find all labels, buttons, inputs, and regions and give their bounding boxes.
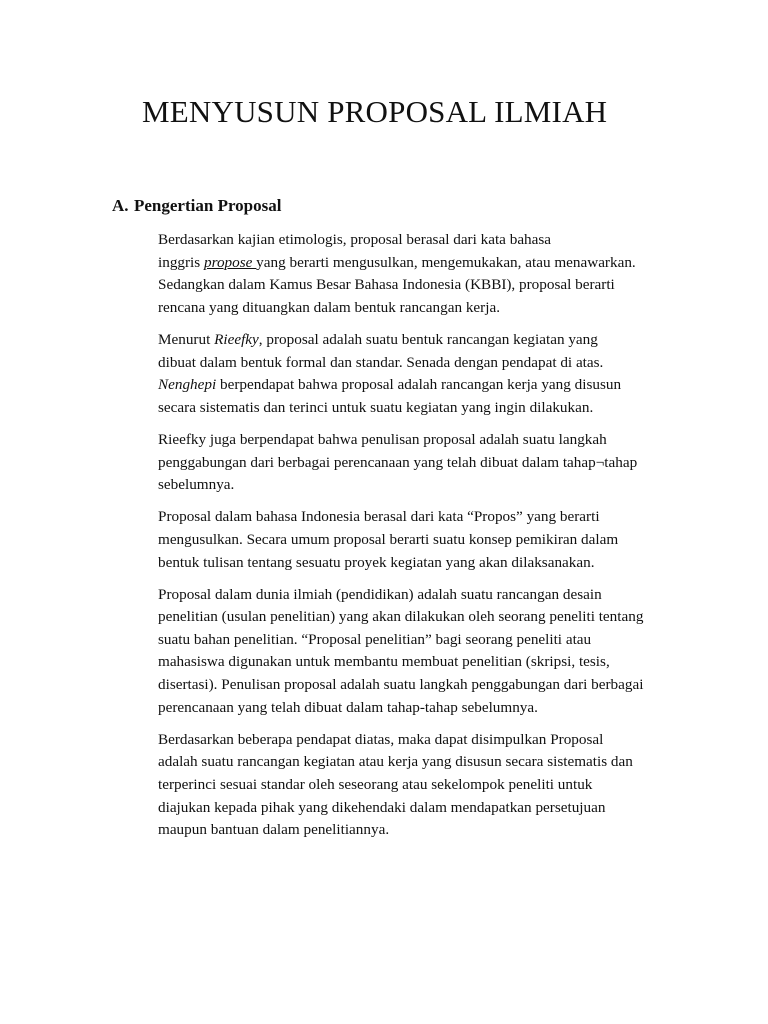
paragraph-line: rencana yang dituangkan dalam bentuk rancangan kerja. — [158, 298, 500, 316]
paragraph-line: Proposal dalam bahasa Indonesia berasal dari kata “Propos” yang berarti — [158, 508, 600, 526]
line-text: inggris — [158, 253, 204, 271]
line-text: Menurut — [158, 330, 215, 348]
section-heading-text: Pengertian Proposal — [134, 196, 282, 215]
paragraph — [112, 329, 680, 419]
paragraph — [112, 584, 680, 720]
paragraph-line: penggabungan dari berbagai perencanaan yang telah dibuat dalam tahap¬tahap — [158, 453, 638, 471]
paragraph-line: perencanaan yang telah dibuat dalam tahap-tahap sebelumnya. — [158, 698, 538, 716]
paragraph-line: Proposal dalam dunia ilmiah (pendidikan) adalah suatu rancangan desain — [158, 585, 602, 603]
paragraph-line: Berdasarkan beberapa pendapat diatas, maka dapat disimpulkan Proposal — [158, 730, 604, 748]
paragraph-line — [112, 374, 680, 397]
paragraph-line: sebelumnya. — [158, 476, 235, 494]
paragraph-line — [112, 252, 680, 275]
paragraph — [112, 506, 680, 574]
line-text: berpendapat bahwa proposal adalah rancangan kerja yang disusun — [216, 376, 622, 394]
author-name-rieefky: Rieefky — [214, 330, 259, 348]
line-text: yang berarti mengusulkan, mengemukakan, atau menawarkan. — [256, 253, 636, 271]
paragraph-line: bentuk tulisan tentang sesuatu proyek kegiatan yang akan dilaksanakan. — [158, 553, 595, 571]
paragraph-line: penelitian (usulan penelitian) yang akan dilakukan oleh seorang peneliti tentang — [158, 608, 644, 626]
paragraph-line: disertasi). Penulisan proposal adalah suatu langkah penggabungan dari berbagai — [158, 676, 644, 694]
paragraph-line: suatu bahan penelitian. “Proposal penelitian” bagi seorang peneliti atau — [158, 630, 592, 648]
term-propose: propose — [204, 253, 257, 271]
document-title: MENYUSUN PROPOSAL ILMIAH — [142, 94, 608, 129]
paragraph-line: dibuat dalam bentuk formal dan standar. Senada dengan pendapat di atas. — [158, 353, 604, 371]
section-marker: A. — [112, 196, 129, 215]
paragraph — [112, 729, 680, 842]
paragraph-line: Berdasarkan kajian etimologis, proposal berasal dari kata bahasa — [158, 231, 552, 248]
document-body — [112, 229, 680, 851]
line-text: , proposal adalah suatu bentuk rancangan kegiatan yang — [258, 330, 598, 348]
author-name-nenghepi: Nenghepi — [158, 376, 217, 394]
paragraph-line: mahasiswa digunakan untuk membantu membuat penelitian (skripsi, tesis, — [158, 653, 610, 671]
paragraph-line: maupun bantuan dalam penelitiannya. — [158, 821, 390, 839]
paragraph — [112, 429, 680, 497]
paragraph-line: diajukan kepada pihak yang dikehendaki dalam mendapatkan persetujuan — [158, 798, 606, 816]
paragraph-line: terperinci sesuai standar oleh seseorang atau sekelompok peneliti untuk — [158, 776, 593, 794]
paragraph-line: mengusulkan. Secara umum proposal berarti suatu konsep pemikiran dalam — [158, 530, 619, 548]
paragraph-line: secara sistematis dan terinci untuk suatu kegiatan yang ingin dilakukan. — [158, 398, 594, 416]
paragraph-line: Sedangkan dalam Kamus Besar Bahasa Indonesia (KBBI), proposal berarti — [158, 276, 615, 294]
section-heading — [112, 196, 281, 216]
paragraph-line: Rieefky juga berpendapat bahwa penulisan proposal adalah suatu langkah — [158, 430, 607, 448]
paragraph-line — [112, 329, 680, 352]
paragraph — [112, 229, 680, 319]
paragraph-line: adalah suatu rancangan kegiatan atau kerja yang disusun secara sistematis dan — [158, 753, 633, 771]
